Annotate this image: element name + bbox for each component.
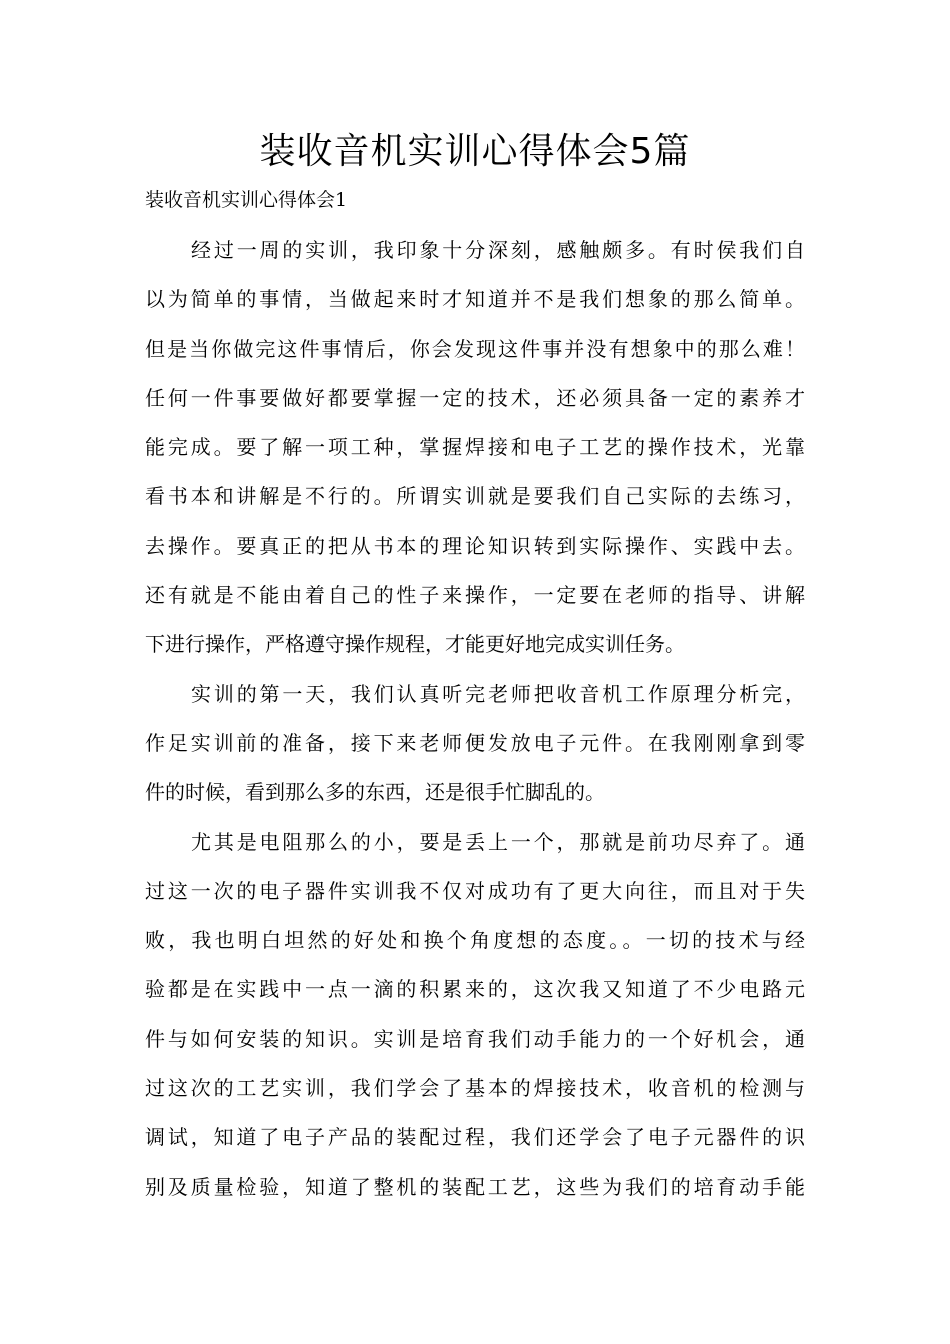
- text-line: 件与如何安装的知识。实训是培育我们动手能力的一个好机会，通: [145, 1026, 805, 1051]
- text-line: 件的时候，看到那么多的东西，还是很手忙脚乱的。: [145, 780, 605, 805]
- section-heading: 装收音机实训心得体会1: [145, 189, 348, 211]
- document-body: [145, 226, 805, 1212]
- text-line: 但是当你做完这件事情后，你会发现这件事并没有想象中的那么难！: [145, 336, 805, 361]
- text-line: 去操作。要真正的把从书本的理论知识转到实际操作、实践中去。: [145, 533, 805, 558]
- text-line: 实训的第一天，我们认真听完老师把收音机工作原理分析完，: [191, 681, 805, 706]
- document-title: 装收音机实训心得体会5篇: [259, 131, 691, 172]
- text-line: 能完成。要了解一项工种，掌握焊接和电子工艺的操作技术，光靠: [145, 435, 805, 460]
- text-line: 任何一件事要做好都要掌握一定的技术，还必须具备一定的素养才: [145, 385, 805, 410]
- text-line: 作足实训前的准备，接下来老师便发放电子元件。在我刚刚拿到零: [145, 730, 805, 755]
- text-line: 经过一周的实训，我印象十分深刻，感触颇多。有时侯我们自: [191, 238, 805, 262]
- text-line: 还有就是不能由着自己的性子来操作，一定要在老师的指导、讲解: [145, 583, 805, 608]
- text-line: 尤其是电阻那么的小，要是丢上一个，那就是前功尽弃了。通: [191, 829, 805, 854]
- text-line: 别及质量检验，知道了整机的装配工艺，这些为我们的培育动手能: [145, 1174, 805, 1199]
- text-line: 验都是在实践中一点一滴的积累来的，这次我又知道了不少电路元: [145, 977, 805, 1002]
- text-line: 过这一次的电子器件实训我不仅对成功有了更大向往，而且对于失: [145, 878, 805, 903]
- text-line: 下进行操作，严格遵守操作规程，才能更好地完成实训任务。: [145, 632, 685, 657]
- text-line: 以为简单的事情，当做起来时才知道并不是我们想象的那么简单。: [145, 287, 805, 312]
- text-line: 过这次的工艺实训，我们学会了基本的焊接技术，收音机的检测与: [145, 1076, 805, 1101]
- text-line: 败，我也明白坦然的好处和换个角度想的态度。。一切的技术与经: [145, 928, 805, 953]
- text-line: 调试，知道了电子产品的装配过程，我们还学会了电子元器件的识: [145, 1125, 805, 1150]
- text-line: 看书本和讲解是不行的。所谓实训就是要我们自己实际的去练习，: [145, 484, 805, 509]
